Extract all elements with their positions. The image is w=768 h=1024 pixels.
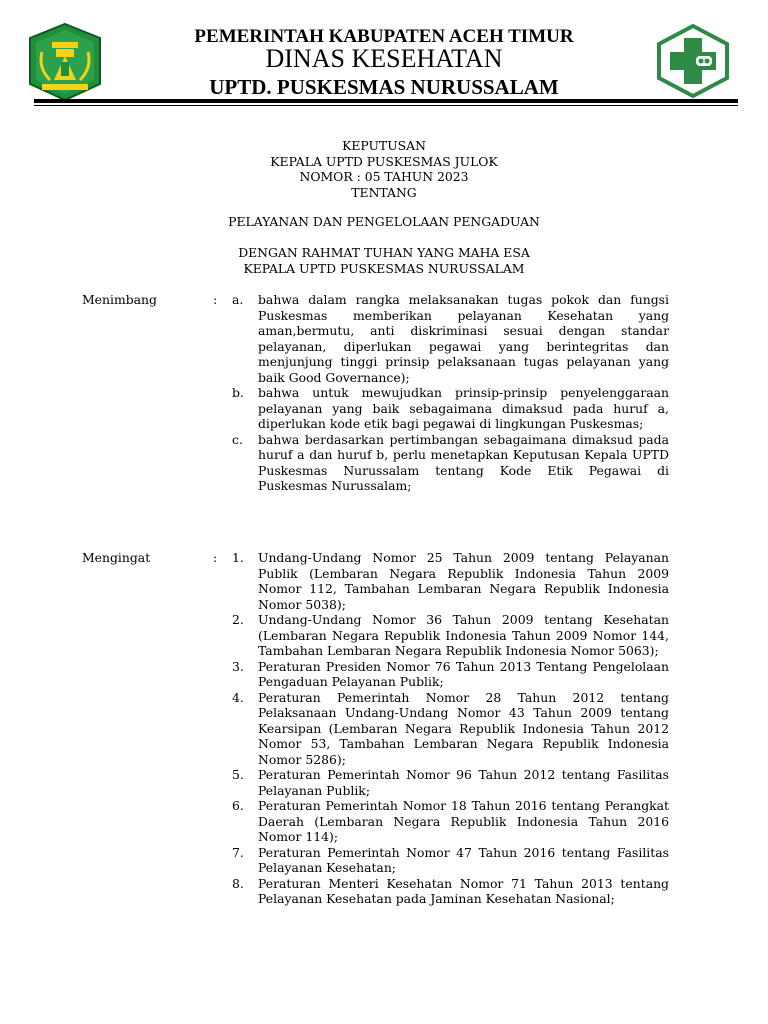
list-marker: a. <box>232 292 244 307</box>
mengingat-label: Mengingat <box>82 550 151 565</box>
list-item <box>232 612 669 659</box>
list-text: Peraturan Menteri Kesehatan Nomor 71 Tahun 2013 tentang Pelayanan Kesehatan pada Jaminan Kesehatan Nasional; <box>258 875 669 906</box>
letterhead-rule-thin <box>34 105 738 106</box>
aceh-timur-emblem-icon <box>28 22 102 102</box>
list-text: bahwa berdasarkan pertimbangan sebagaimana dimaksud pada huruf a dan huruf b, perlu menetapkan Keputusan Kepala UPTD Puskesmas Nurussalam tentang Kode Etik Pegawai di Puskesmas Nurussalam; <box>258 431 669 493</box>
puskesmas-cross-icon <box>656 24 730 98</box>
decree-title <box>0 138 768 200</box>
list-item <box>232 659 669 690</box>
list-text: Peraturan Presiden Nomor 76 Tahun 2013 Tentang Pengelolaan Pengaduan Pelayanan Publik; <box>258 658 669 689</box>
menimbang-colon: : <box>213 292 218 307</box>
letterhead-line-government: PEMERINTAH KABUPATEN ACEH TIMUR <box>194 26 574 47</box>
decree-about: TENTANG <box>351 184 417 200</box>
list-marker: c. <box>232 431 243 447</box>
mengingat-colon: : <box>213 550 218 565</box>
list-marker: 7. <box>232 844 244 860</box>
list-item <box>232 767 669 798</box>
list-text: Peraturan Pemerintah Nomor 28 Tahun 2012 tentang Pelaksanaan Undang-Undang Nomor 43 Tahun 2009 tentang Kearsipan (Lembaran Negara Republik Indonesia Tahun 2012 Nomor 53, Tambahan Lembaran Negara Republik Indonesia Nomor 5286); <box>258 689 669 767</box>
list-item <box>232 798 669 845</box>
list-text: Undang-Undang Nomor 36 Tahun 2009 tentang Kesehatan (Lembaran Negara Republik Indonesia Tahun 2009 Nomor 144, Tambahan Lembaran Negara Republik Indonesia Nomor 5063); <box>258 612 669 658</box>
list-item <box>232 385 669 432</box>
list-marker: 6. <box>232 798 244 813</box>
decree-preamble <box>0 245 768 276</box>
letterhead-rule-thick <box>34 99 738 103</box>
list-item <box>232 550 669 612</box>
list-marker: 8. <box>232 875 244 891</box>
list-text: Peraturan Pemerintah Nomor 18 Tahun 2016 tentang Perangkat Daerah (Lembaran Negara Republik Indonesia Tahun 2016 Nomor 114); <box>258 798 669 844</box>
decree-issuer: KEPALA UPTD PUSKESMAS JULOK <box>270 153 498 169</box>
list-item <box>232 876 669 907</box>
mengingat-list <box>232 550 669 907</box>
list-text: bahwa untuk mewujudkan prinsip-prinsip penyelenggaraan pelayanan yang baik sebagaimana dimaksud pada huruf a, diperlukan kode etik bagi pegawai di lingkungan Puskesmas; <box>258 385 669 431</box>
list-item <box>232 845 669 876</box>
letterhead-line-unit: UPTD. PUSKESMAS NURUSSALAM <box>209 75 559 99</box>
menimbang-label: Menimbang <box>82 292 157 307</box>
list-text: Peraturan Pemerintah Nomor 96 Tahun 2012 tentang Fasilitas Pelayanan Publik; <box>258 767 669 798</box>
decree-type: KEPUTUSAN <box>342 138 426 153</box>
list-marker: b. <box>232 385 244 400</box>
menimbang-list <box>232 292 669 494</box>
list-item <box>232 432 669 494</box>
list-text: Undang-Undang Nomor 25 Tahun 2009 tentang Pelayanan Publik (Lembaran Negara Republik Indonesia Tahun 2009 Nomor 112, Tambahan Lembaran Negara Republik Indonesia Nomor 5038); <box>258 550 669 612</box>
list-marker: 1. <box>232 550 244 565</box>
decree-number: NOMOR : 05 TAHUN 2023 <box>299 169 469 184</box>
list-marker: 2. <box>232 612 244 627</box>
list-marker: 3. <box>232 658 244 674</box>
letterhead <box>0 0 768 110</box>
decree-subject: PELAYANAN DAN PENGELOLAAN PENGADUAN <box>228 214 540 229</box>
list-item <box>232 292 669 385</box>
preamble-line-2: KEPALA UPTD PUSKESMAS NURUSSALAM <box>243 260 525 276</box>
letterhead-line-agency: DINAS KESEHATAN <box>265 44 503 73</box>
list-marker: 5. <box>232 767 244 782</box>
list-text: bahwa dalam rangka melaksanakan tugas pokok dan fungsi Puskesmas memberikan pelayanan Kesehatan yang aman,bermutu, anti diskriminasi sesuai dengan standar pelayanan, diperlukan pegawai yang berintegritas dan menjunjung tinggi prinsip pelaksanaan tugas pelayanan yang baik Good Governance); <box>258 292 669 385</box>
preamble-line-1: DENGAN RAHMAT TUHAN YANG MAHA ESA <box>238 245 530 260</box>
list-text: Peraturan Pemerintah Nomor 47 Tahun 2016 tentang Fasilitas Pelayanan Kesehatan; <box>258 844 669 875</box>
list-marker: 4. <box>232 689 244 705</box>
list-item <box>232 690 669 768</box>
